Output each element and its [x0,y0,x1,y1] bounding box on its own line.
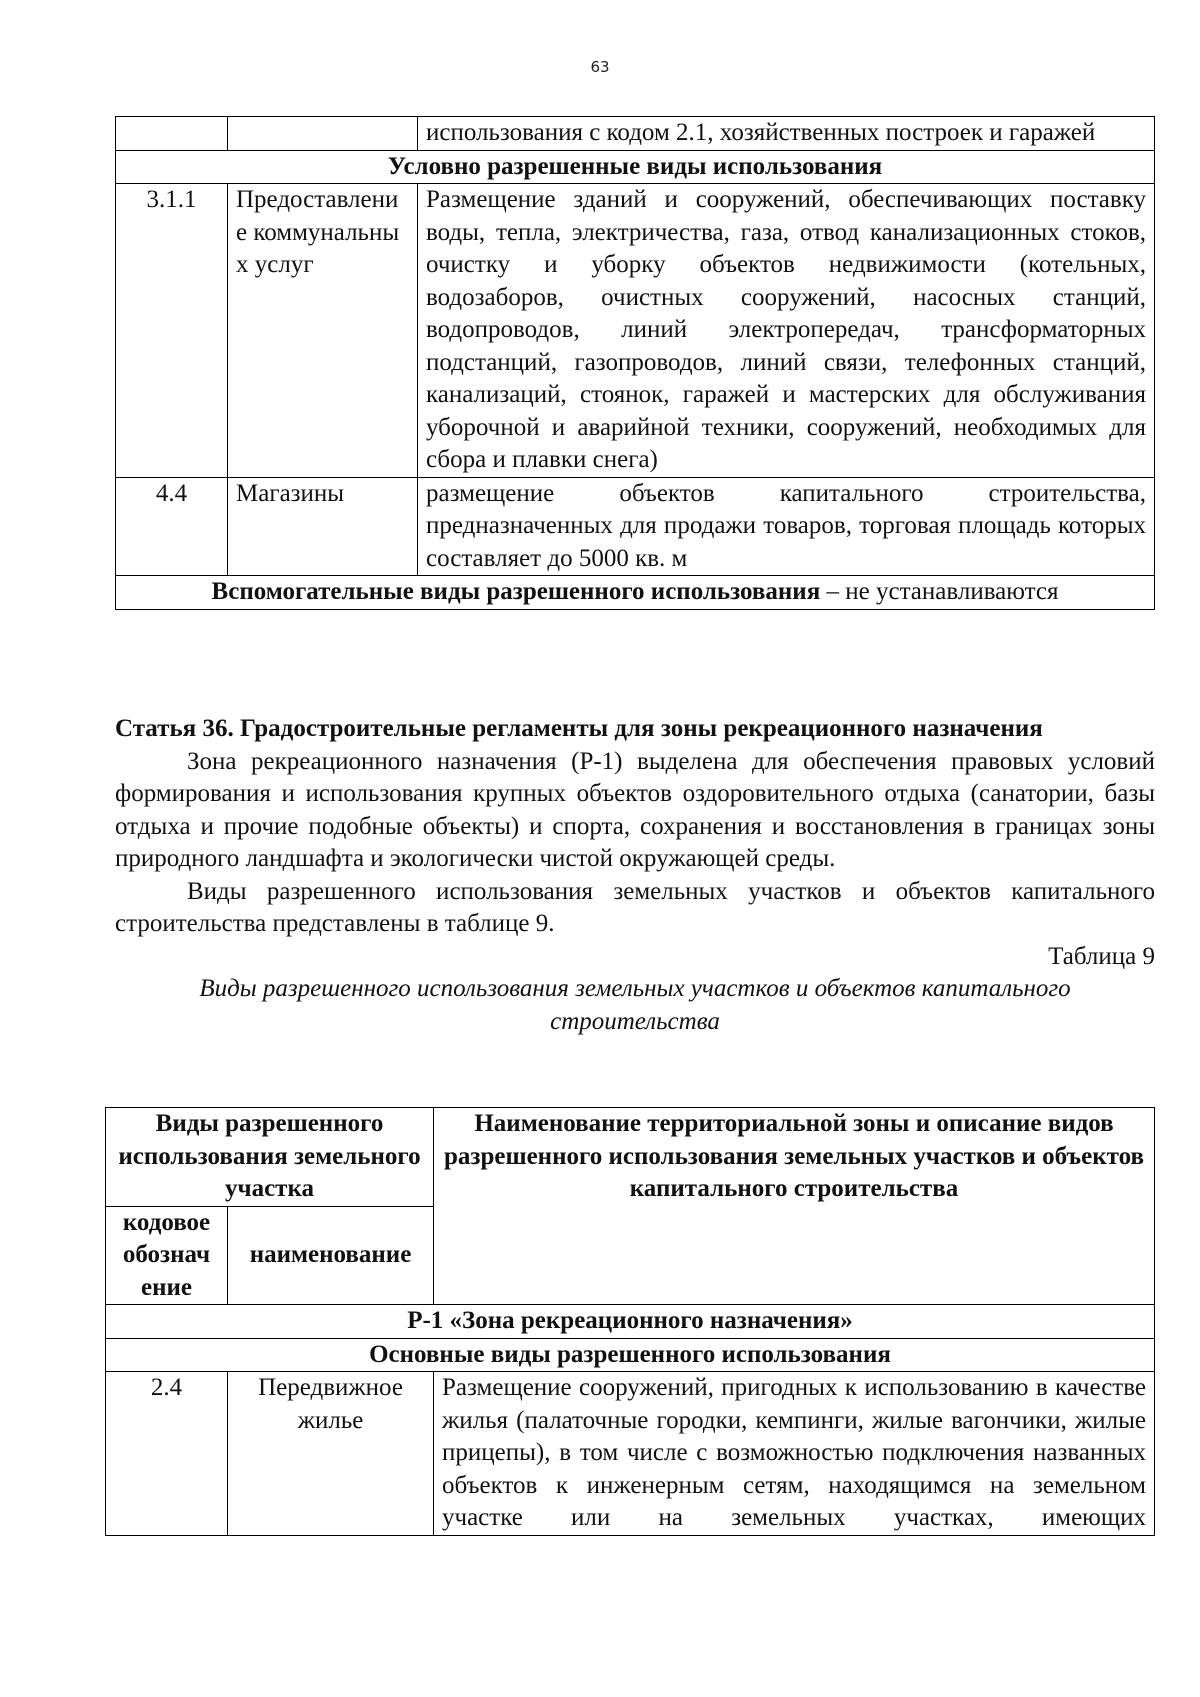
cell-name: Магазины [228,477,418,576]
cell-description: Размещение сооружений, пригодных к использованию в качестве жилья (палаточные городки, кемпинги, жилые вагончики, жилые прицепы), в том числе с возможностью подключения названных объектов к инженерным сетям, находящимся на земельном участке или на земельных участках, имеющих [434,1372,1155,1536]
cell-description: размещение объектов капитального строительства, предназначенных для продажи товаров, торговая площадь которых составляет до 5000 кв. м [418,477,1155,576]
zone-title-row [106,1305,1155,1339]
table-header-row [106,1108,1155,1207]
header-land-use-group: Виды разрешенного использования земельного участка [106,1108,434,1207]
main-uses-header: Основные виды разрешенного использования [106,1338,1155,1372]
cell-name: Передвижное жилье [228,1372,434,1536]
cell-code: 3.1.1 [116,184,228,478]
cell-description: Размещение зданий и сооружений, обеспечивающих поставку воды, тепла, электричества, газа, отвод канализационных стоков, очистку и уборку объектов недвижимости (котельных, водозаборов, очистных сооружений, насосных станций, водопроводов, линий электропередач, трансформаторных подстанций, газопроводов, линий связи, телефонных станций, канализаций, стоянок, гаражей и мастерских для обслуживания уборочной и аварийной техники, сооружений, необходимых для сбора и плавки снега) [418,184,1155,478]
cell-name [228,117,418,151]
table-9 [105,1107,1155,1536]
article-section [115,713,1155,1038]
auxiliary-uses-row [116,576,1155,610]
header-name: наименование [228,1206,434,1305]
land-use-table-continued [115,116,1155,610]
zone-title: Р-1 «Зона рекреационного назначения» [106,1305,1155,1339]
table-row [116,477,1155,576]
section-header-row [106,1338,1155,1372]
table-row [116,184,1155,478]
cell-code: 2.4 [106,1372,228,1536]
cell-name: Предоставлени е коммунальных услуг [228,184,418,478]
table-title: Виды разрешенного использования земельных участков и объектов капитального строительства [199,975,1071,1035]
auxiliary-uses-cell [116,576,1155,610]
paragraph: Зона рекреационного назначения (Р-1) выделена для обеспечения правовых условий формирования и использования крупных объектов оздоровительного отдыха (санатории, базы отдыха и прочие подобные объекты) и спорта, сохранения и восстановления в границах зоны природного ландшафта и экологически чистой окружающей среды. [115,747,1155,872]
table-row [106,1372,1155,1536]
conditional-uses-header: Условно разрешенные виды использования [116,150,1155,184]
header-zone-description: Наименование территориальной зоны и описание видов разрешенного использования земельных участков и объектов капитального строительства [434,1108,1155,1305]
auxiliary-uses-label: Вспомогательные виды разрешенного использования [211,578,821,605]
cell-code [116,117,228,151]
table-label: Таблица 9 [1048,942,1155,970]
cell-code: 4.4 [116,477,228,576]
paragraph: Виды разрешенного использования земельных участков и объектов капитального строительства представлены в таблице 9. [115,877,1155,937]
header-code: кодовое обознач ение [106,1206,228,1305]
cell-description: использования с кодом 2.1, хозяйственных построек и гаражей [418,117,1155,151]
page-number: 63 [590,58,610,76]
section-header-row [116,150,1155,184]
table-row [116,117,1155,151]
auxiliary-uses-status: – не устанавливаются [820,578,1059,605]
article-heading: Статья 36. Градостроительные регламенты для зоны рекреационного назначения [115,715,1043,742]
